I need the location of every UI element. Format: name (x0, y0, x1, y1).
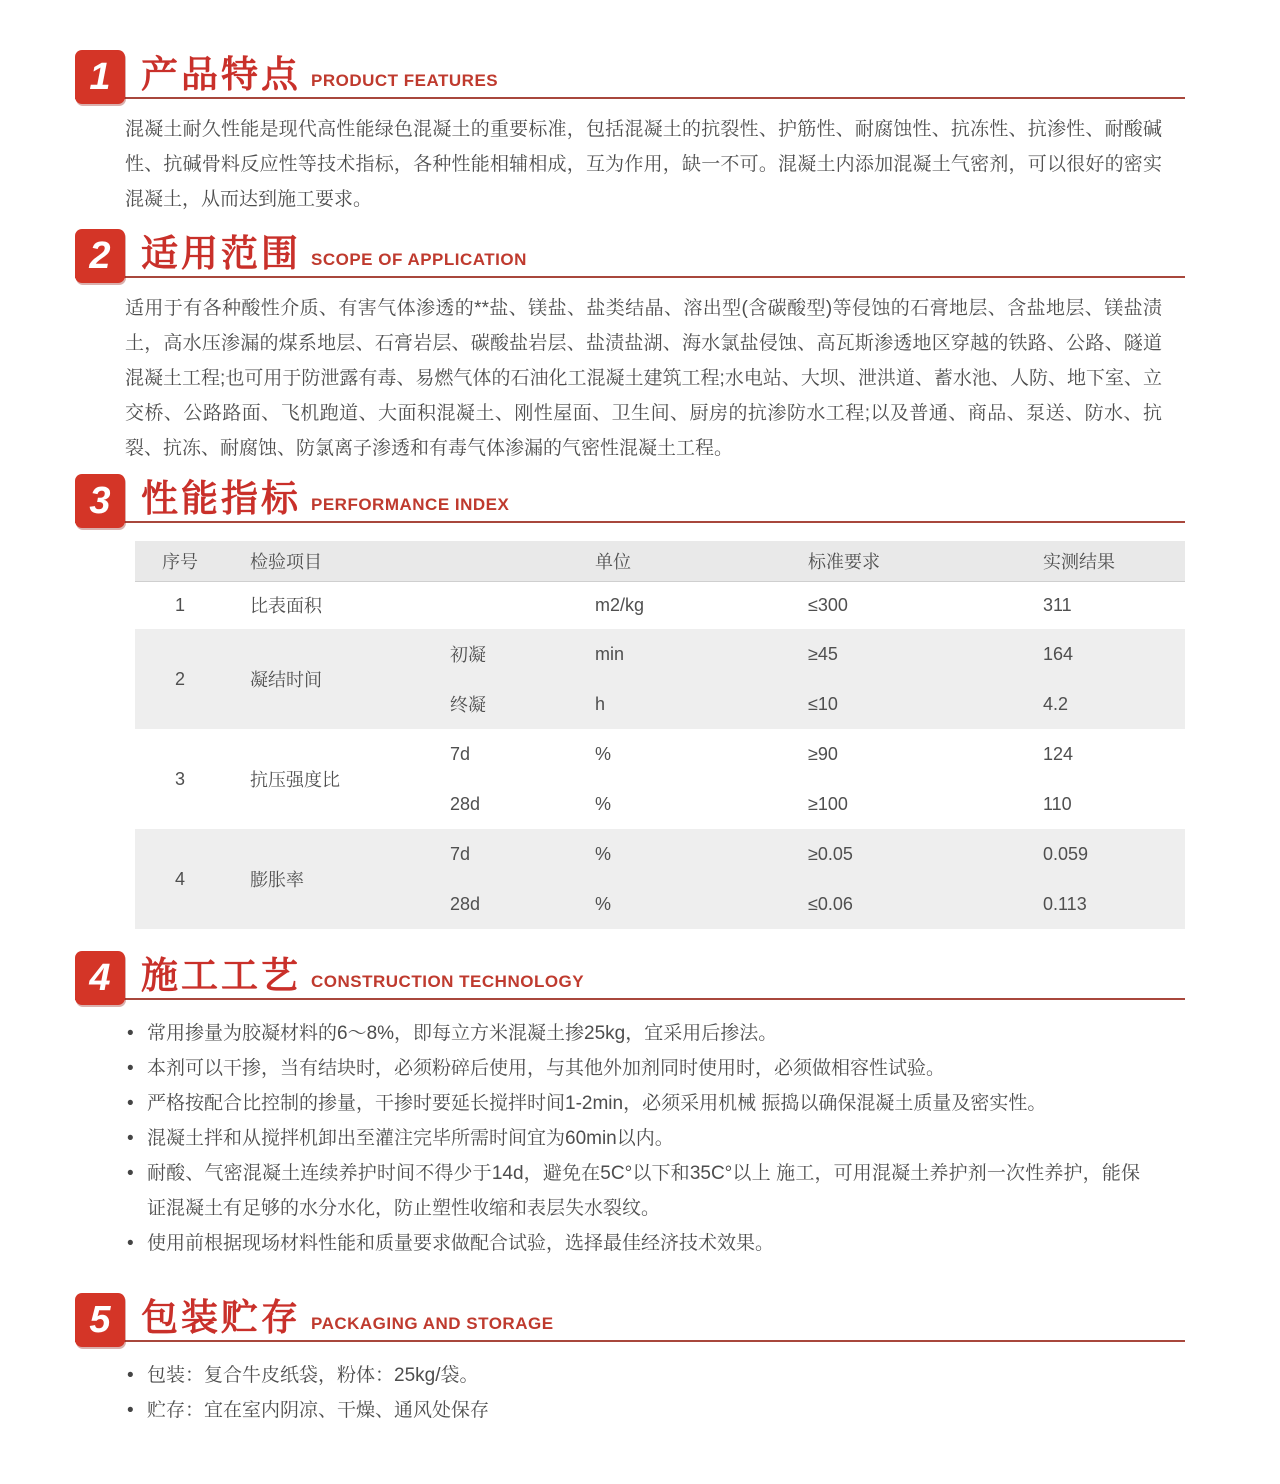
cell-sub: 7d (450, 743, 471, 764)
cell-result: 124 (1043, 743, 1074, 764)
cell-no: 2 (135, 629, 225, 729)
section-number: 5 (89, 1298, 111, 1341)
cell-req: ≥100 (808, 793, 848, 814)
list-item (125, 1358, 1140, 1393)
section-5-header (75, 1293, 1185, 1342)
cell-unit: m2/kg (595, 594, 645, 615)
cell-sub: 7d (415, 829, 560, 879)
construction-bullet-list (125, 1016, 1140, 1261)
cell-result: 0.059 (1010, 829, 1185, 879)
cell-result: 311 (1043, 594, 1072, 615)
section-1-header (75, 50, 1185, 99)
section-number: 2 (89, 234, 111, 277)
cell-req: ≥45 (775, 629, 1010, 679)
cell-unit: % (595, 743, 612, 764)
section-number: 3 (89, 479, 111, 522)
cell-unit: h (560, 679, 775, 729)
cell-no: 3 (174, 768, 185, 789)
list-item-text: 常用掺量为胶凝材料的6～8%，即每立方米混凝土掺25kg，宜采用后掺法。 (147, 1023, 778, 1044)
cell-no: 1 (174, 594, 185, 615)
cell-item: 抗压强度比 (250, 770, 340, 790)
list-item (125, 1086, 1140, 1121)
list-item-text: 包装：复合牛皮纸袋，粉体：25kg/袋。 (147, 1365, 479, 1386)
bullet-icon: • (127, 1365, 134, 1386)
header-unit: 单位 (560, 541, 775, 581)
bullet-icon: • (127, 1163, 134, 1184)
section-3-header (75, 474, 1185, 523)
section-2-number-badge (75, 229, 125, 283)
cell-req: ≥90 (808, 743, 838, 764)
bullet-icon: • (127, 1233, 134, 1254)
list-item-text: 混凝土拌和从搅拌机卸出至灌注完毕所需时间宜为60min以内。 (147, 1128, 674, 1149)
cell-unit: min (560, 629, 775, 679)
cell-result: 164 (1010, 629, 1185, 679)
bullet-icon: • (127, 1023, 134, 1044)
cell-result: 0.113 (1010, 879, 1185, 929)
list-item (125, 1226, 1140, 1261)
cell-unit: % (560, 829, 775, 879)
cell-result: 110 (1043, 793, 1072, 814)
list-item (125, 1016, 1140, 1051)
section-3-title: 性能指标 (141, 478, 301, 520)
header-result: 实测结果 (1010, 541, 1185, 581)
header-req: 标准要求 (775, 541, 1010, 581)
table-header-row (135, 541, 1185, 581)
list-item (125, 1156, 1140, 1226)
section-number: 4 (89, 956, 111, 999)
cell-sub: 28d (450, 793, 481, 814)
section-3-subtitle: PERFORMANCE INDEX (311, 495, 510, 514)
section-1-paragraph: 混凝土耐久性能是现代高性能绿色混凝土的重要标准，包括混凝土的抗裂性、护筋性、耐腐蚀性、抗冻性、抗渗性、耐酸碱性、抗碱骨料反应性等技术指标，各种性能相辅相成，互为作用，缺一不可。混凝土内添加混凝土气密剂，可以很好的密实混凝土，从而达到施工要求。 (125, 119, 1162, 210)
cell-result: 4.2 (1010, 679, 1185, 729)
cell-item: 比表面积 (250, 596, 322, 617)
bullet-icon: • (127, 1400, 134, 1421)
cell-no: 4 (135, 829, 225, 929)
cell-item: 膨胀率 (225, 829, 415, 929)
section-1-number-badge (75, 50, 125, 104)
section-2-paragraph: 适用于有各种酸性介质、有害气体渗透的**盐、镁盐、盐类结晶、溶出型(含碳酸型)等侵蚀的石膏地层、含盐地层、镁盐渍土，高水压渗漏的煤系地层、石膏岩层、碳酸盐岩层、盐渍盐湖、海水氯盐侵蚀、高瓦斯渗透地区穿越的铁路、公路、隧道混凝土工程;也可用于防泄露有毒、易燃气体的石油化工混凝土建筑工程;水电站、大坝、泄洪道、蓄水池、人防、地下室、立交桥、公路路面、飞机跑道、大面积混凝土、刚性屋面、卫生间、厨房的抗渗防水工程;以及普通、商品、泵送、防水、抗裂、抗冻、耐腐蚀、防氯离子渗透和有毒气体渗漏的气密性混凝土工程。 (125, 298, 1162, 459)
table-row (135, 629, 1185, 679)
list-item (125, 1051, 1140, 1086)
list-item (125, 1121, 1140, 1156)
bullet-icon: • (127, 1093, 134, 1114)
cell-unit: % (560, 879, 775, 929)
section-5-subtitle: PACKAGING AND STORAGE (311, 1314, 554, 1333)
section-2-header (75, 229, 1185, 278)
section-2-title: 适用范围 (141, 233, 301, 275)
list-item (125, 1393, 1140, 1428)
section-4-title: 施工工艺 (141, 955, 301, 997)
cell-unit: % (595, 793, 612, 814)
header-item: 检验项目 (225, 541, 560, 581)
cell-sub: 28d (415, 879, 560, 929)
bullet-icon: • (127, 1058, 134, 1079)
list-item-text: 使用前根据现场材料性能和质量要求做配合试验，选择最佳经济技术效果。 (147, 1233, 775, 1254)
table-row (135, 829, 1185, 879)
table-row (135, 729, 1185, 779)
section-4-subtitle: CONSTRUCTION TECHNOLOGY (311, 972, 585, 991)
section-5-number-badge (75, 1293, 125, 1347)
cell-req: ≤0.06 (775, 879, 1010, 929)
section-4-number-badge (75, 951, 125, 1005)
section-5-title: 包装贮存 (141, 1297, 301, 1339)
cell-req: ≤10 (775, 679, 1010, 729)
cell-sub: 终凝 (415, 679, 560, 729)
packaging-bullet-list (125, 1358, 1140, 1428)
performance-index-table (135, 541, 1185, 929)
table-row (135, 581, 1185, 629)
header-no: 序号 (135, 541, 225, 581)
section-number: 1 (89, 55, 111, 98)
cell-req: ≥0.05 (775, 829, 1010, 879)
cell-sub: 初凝 (415, 629, 560, 679)
list-item-text: 严格按配合比控制的掺量，干掺时要延长搅拌时间1-2min，必须采用机械 振捣以确保混凝土质量及密实性。 (147, 1093, 1047, 1114)
list-item-text: 本剂可以干掺，当有结块时，必须粉碎后使用，与其他外加剂同时使用时，必须做相容性试验。 (147, 1058, 946, 1079)
bullet-icon: • (127, 1128, 134, 1149)
cell-req: ≤300 (808, 594, 848, 615)
list-item-text: 耐酸、气密混凝土连续养护时间不得少于14d，避免在5C°以下和35C°以上 施工，可用混凝土养护剂一次性养护，能保证混凝土有足够的水分水化，防止塑性收缩和表层失水裂纹。 (147, 1163, 1140, 1219)
section-1-title: 产品特点 (141, 54, 301, 96)
cell-item: 凝结时间 (225, 629, 415, 729)
section-1-subtitle: PRODUCT FEATURES (311, 71, 499, 90)
list-item-text: 贮存：宜在室内阴凉、干燥、通风处保存 (147, 1400, 490, 1421)
section-3-number-badge (75, 474, 125, 528)
section-2-subtitle: SCOPE OF APPLICATION (311, 250, 527, 269)
section-4-header (75, 951, 1185, 1000)
